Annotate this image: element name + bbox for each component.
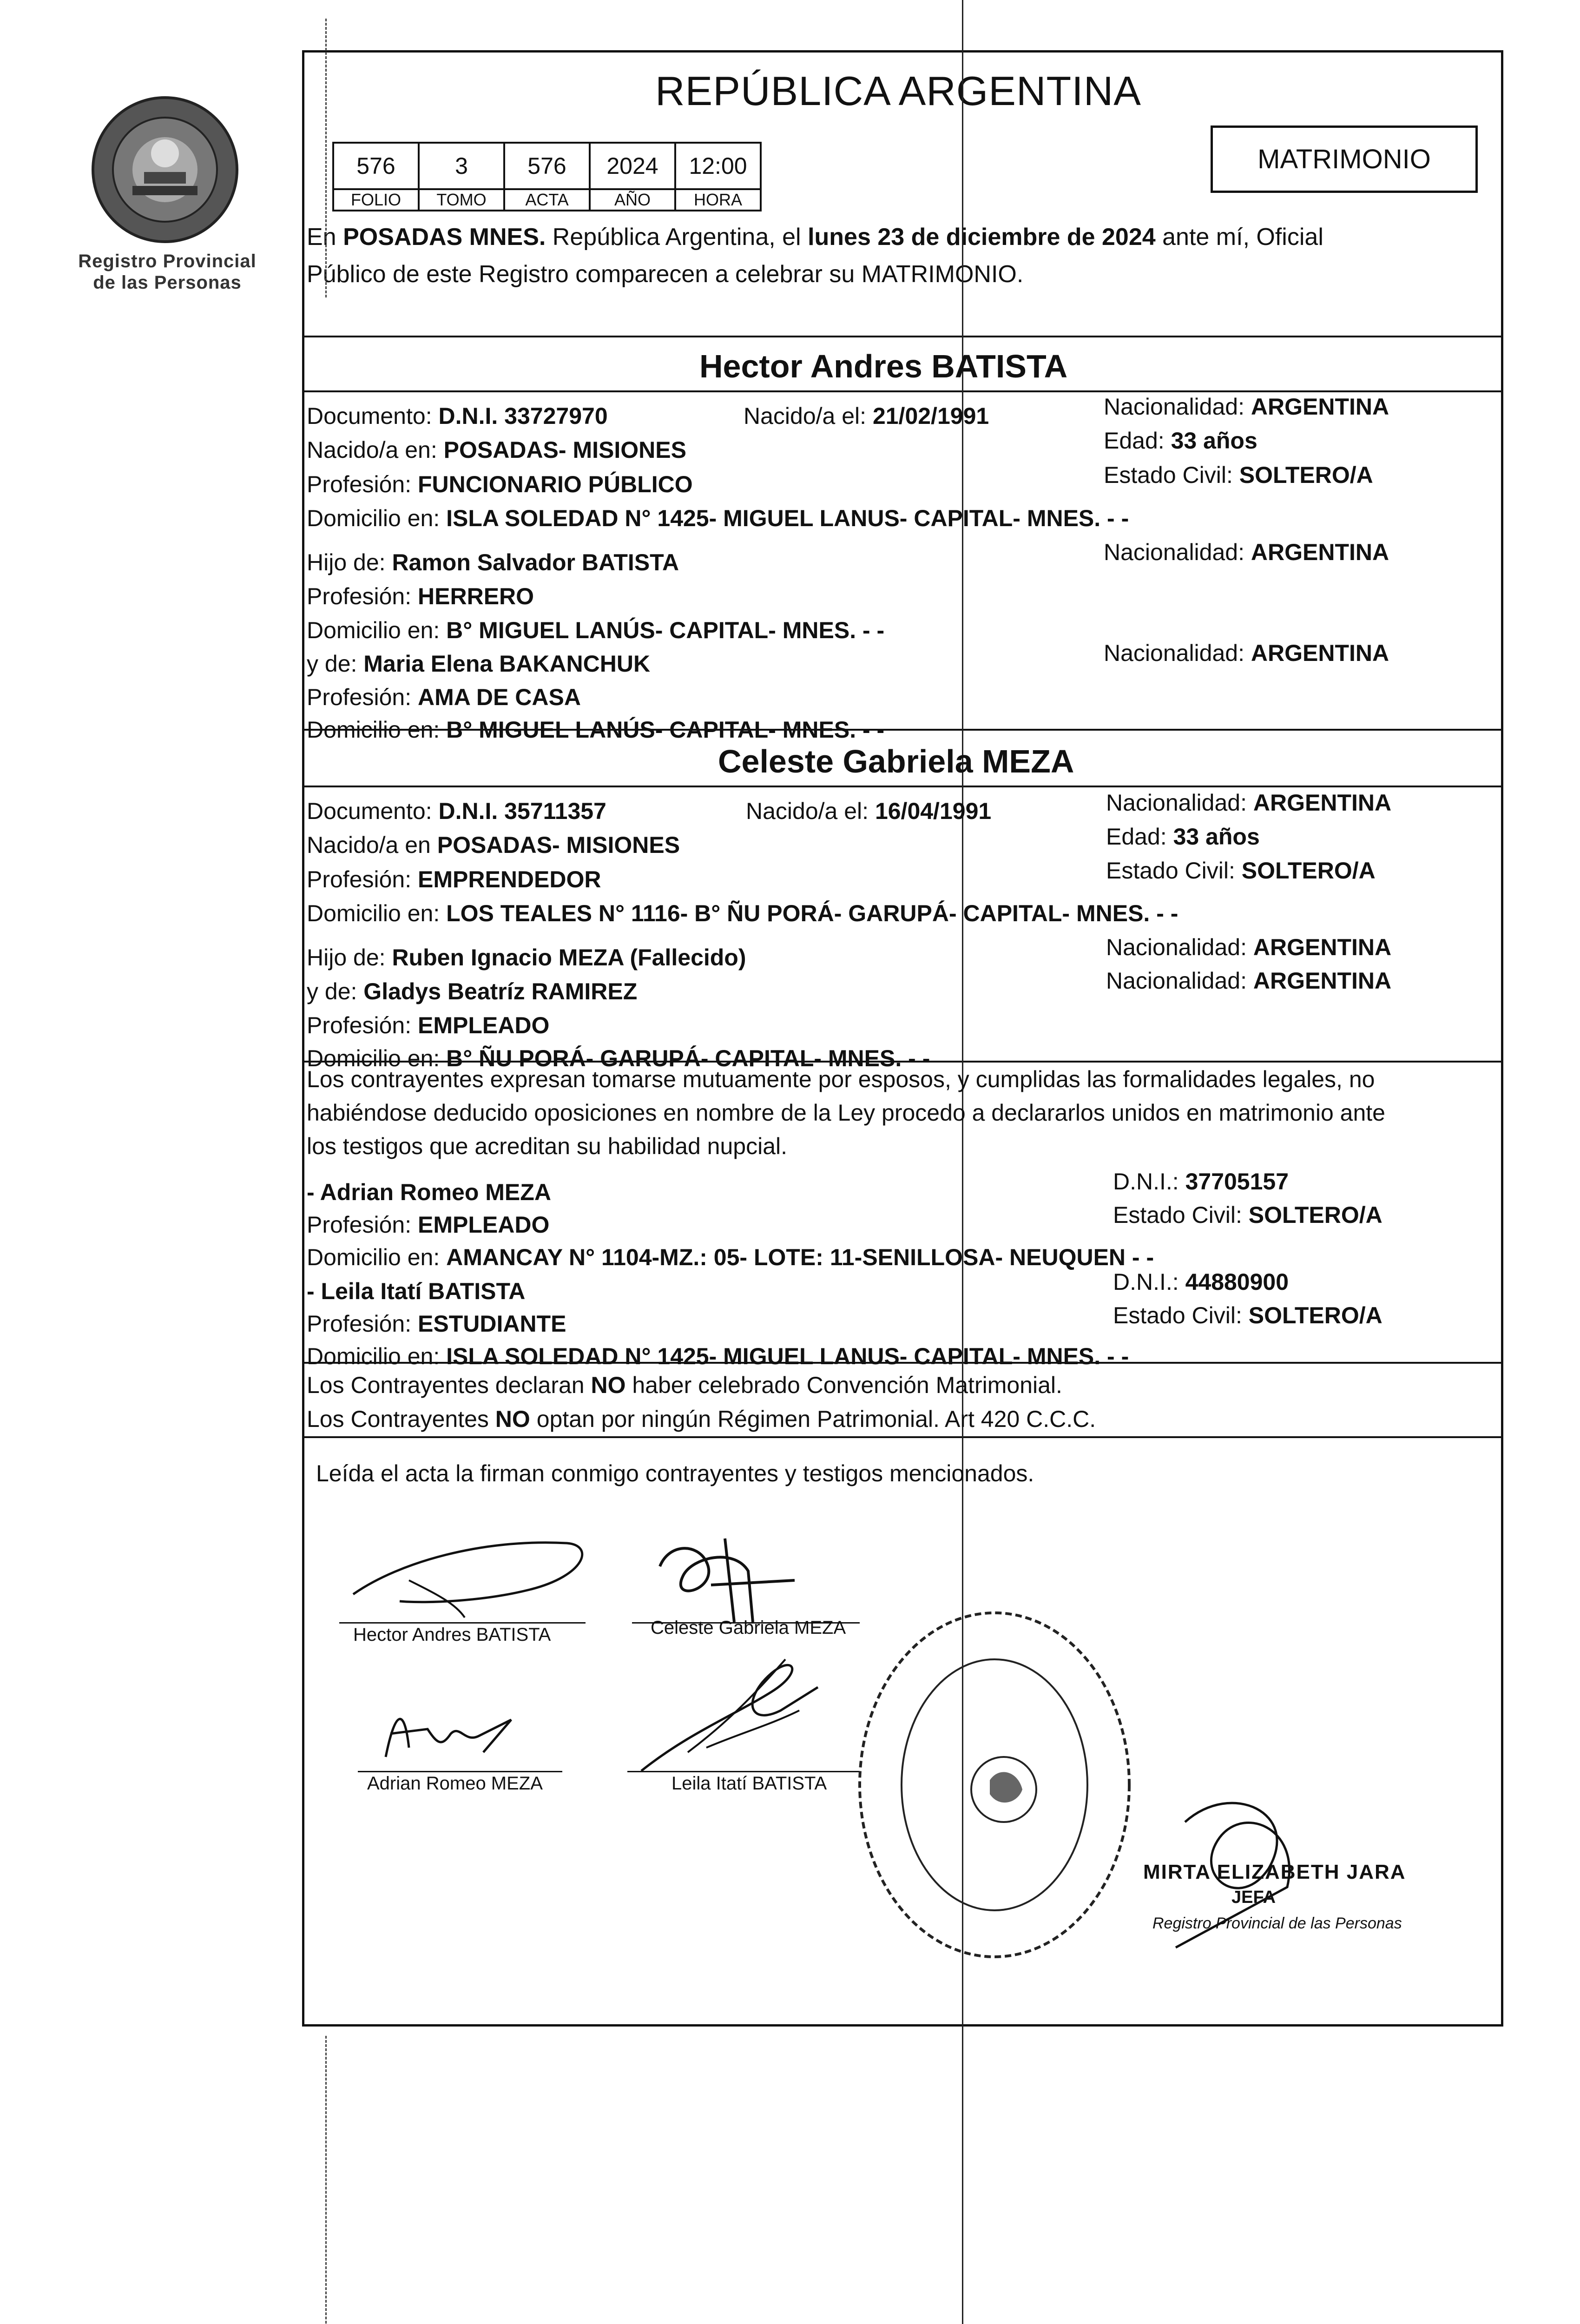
intro-text: República Argentina, el xyxy=(546,224,808,251)
divider xyxy=(302,336,1503,337)
label: Domicilio en: xyxy=(307,900,447,926)
value: D.N.I. 35711357 xyxy=(438,798,606,824)
c2-padre xyxy=(307,944,746,971)
firma1-label: Hector Andres BATISTA xyxy=(353,1624,551,1645)
text: optan por ningún Régimen Patrimonial. Art 420 C.C.C. xyxy=(530,1406,1096,1432)
value: 16/04/1991 xyxy=(875,798,992,824)
value: 21/02/1991 xyxy=(872,403,989,429)
label: Profesión: xyxy=(307,471,418,497)
value: SOLTERO/A xyxy=(1248,1302,1382,1328)
text: Los Contrayentes declaran xyxy=(307,1372,591,1398)
acta-value: 576 xyxy=(504,143,590,189)
label: Estado Civil: xyxy=(1106,858,1242,884)
testigo1-nombre xyxy=(307,1178,551,1206)
logo-caption-line2: de las Personas xyxy=(93,272,242,293)
value: LOS TEALES N° 1116- B° ÑU PORÁ- GARUPÁ- CAPITAL- MNES. - - xyxy=(446,900,1178,926)
acta-tipo-box xyxy=(1211,125,1478,193)
declaracion-line1: Los contrayentes expresan tomarse mutuamente por esposos, y cumplidas las formalidades legales, no xyxy=(307,1066,1375,1092)
signature-leila xyxy=(632,1641,827,1780)
value: Ramon Salvador BATISTA xyxy=(392,549,679,575)
value: ESTUDIANTE xyxy=(418,1311,566,1337)
intro-date: lunes 23 de diciembre de 2024 xyxy=(808,224,1156,251)
convencion-line1 xyxy=(307,1371,1062,1399)
value: FUNCIONARIO PÚBLICO xyxy=(418,471,693,497)
label: Nacido/a en: xyxy=(307,437,444,463)
folio-table xyxy=(332,142,762,211)
convencion-line2 xyxy=(307,1405,1096,1433)
c2-estado xyxy=(1106,857,1376,885)
signature-line xyxy=(627,1771,860,1772)
label: Estado Civil: xyxy=(1113,1302,1249,1328)
provincia-seal-icon xyxy=(88,93,242,246)
testigo2-dni xyxy=(1113,1268,1289,1296)
divider xyxy=(302,390,1503,392)
label: Nacido/a en xyxy=(307,832,437,858)
value: ARGENTINA xyxy=(1251,539,1389,565)
testigo1-dni xyxy=(1113,1168,1289,1195)
contrayente2-nombre: Celeste Gabriela MEZA xyxy=(718,743,1074,779)
oficial-registro: Registro Provincial de las Personas xyxy=(1152,1915,1402,1932)
label: Documento: xyxy=(307,403,439,429)
c2-padre-nac xyxy=(1106,933,1391,961)
value: Maria Elena BAKANCHUK xyxy=(363,651,651,677)
page-title: REPÚBLICA ARGENTINA xyxy=(655,68,1141,114)
value: 33 años xyxy=(1171,428,1257,454)
firma2-label: Celeste Gabriela MEZA xyxy=(651,1618,846,1638)
margin-mark xyxy=(325,2036,327,2324)
intro-place: POSADAS MNES. xyxy=(343,224,546,251)
value: 44880900 xyxy=(1185,1269,1289,1295)
value: - Adrian Romeo MEZA xyxy=(307,1179,551,1205)
label: y de: xyxy=(307,978,364,1004)
label: Estado Civil: xyxy=(1104,462,1239,488)
official-stamp xyxy=(850,1604,1139,1966)
label: Profesión: xyxy=(307,1012,418,1038)
label: Profesión: xyxy=(307,866,418,892)
label: Domicilio en: xyxy=(307,505,447,531)
testigo1-profesion xyxy=(307,1211,549,1239)
text: NO xyxy=(495,1406,530,1432)
testigo1-estado xyxy=(1113,1201,1382,1229)
value: ARGENTINA xyxy=(1253,968,1392,994)
intro-line2: Público de este Registro comparecen a celebrar su MATRIMONIO. xyxy=(307,261,1024,288)
anio-label: AÑO xyxy=(590,189,675,211)
value: AMA DE CASA xyxy=(418,684,581,710)
c1-lugar xyxy=(307,436,686,464)
label: Nacionalidad: xyxy=(1106,790,1253,816)
label: Domicilio en: xyxy=(307,617,447,643)
intro-text: En xyxy=(307,224,343,251)
label: Documento: xyxy=(307,798,439,824)
value: Ruben Ignacio MEZA (Fallecido) xyxy=(392,944,746,971)
testigo2-domicilio xyxy=(307,1342,1129,1370)
c2-nacionalidad xyxy=(1106,789,1391,817)
value: ISLA SOLEDAD N° 1425- MIGUEL LANUS- CAPITAL- MNES. - - xyxy=(446,505,1129,531)
c1-madre xyxy=(307,650,650,678)
value: B° MIGUEL LANÚS- CAPITAL- MNES. - - xyxy=(446,717,885,743)
value: ISLA SOLEDAD N° 1425- MIGUEL LANUS- CAPITAL- MNES. - - xyxy=(446,1343,1129,1369)
label: Nacionalidad: xyxy=(1106,968,1253,994)
text: Los Contrayentes xyxy=(307,1406,495,1432)
testigo2-estado xyxy=(1113,1301,1382,1329)
label: Domicilio en: xyxy=(307,1343,447,1369)
firma3-label: Adrian Romeo MEZA xyxy=(367,1773,543,1794)
folio-label: FOLIO xyxy=(333,189,419,211)
label: Profesión: xyxy=(307,583,418,609)
hora-value: 12:00 xyxy=(675,143,761,189)
c2-domicilio xyxy=(307,899,1178,927)
value: ARGENTINA xyxy=(1253,790,1392,816)
margin-mark xyxy=(325,19,327,297)
c2-madre-prof xyxy=(307,1011,549,1039)
registro-logo xyxy=(88,93,242,246)
value: EMPLEADO xyxy=(418,1012,550,1038)
value: B° MIGUEL LANÚS- CAPITAL- MNES. - - xyxy=(446,617,885,643)
tomo-value: 3 xyxy=(419,143,504,189)
value: SOLTERO/A xyxy=(1248,1202,1382,1228)
label: D.N.I.: xyxy=(1113,1269,1185,1295)
c1-padre-nac xyxy=(1104,538,1389,566)
label: Edad: xyxy=(1106,824,1173,850)
stamp-icon xyxy=(850,1604,1139,1966)
text: NO xyxy=(591,1372,626,1398)
cierre-text: Leída el acta la firman conmigo contrayentes y testigos mencionados. xyxy=(316,1460,1034,1486)
label: D.N.I.: xyxy=(1113,1169,1185,1195)
label: Domicilio en: xyxy=(307,717,447,743)
c1-nacido xyxy=(744,402,989,430)
c1-madre-nac xyxy=(1104,639,1389,667)
c2-documento xyxy=(307,797,606,825)
oficial-nombre: MIRTA ELIZABETH JARA xyxy=(1143,1861,1406,1883)
value: - Leila Itatí BATISTA xyxy=(307,1278,526,1304)
value: HERRERO xyxy=(418,583,534,609)
label: Nacionalidad: xyxy=(1106,934,1253,960)
c1-padre xyxy=(307,548,679,576)
intro-line1 xyxy=(307,223,1323,251)
label: Nacionalidad: xyxy=(1104,539,1251,565)
signature-line xyxy=(339,1622,586,1624)
label: Profesión: xyxy=(307,1311,418,1337)
label: Domicilio en: xyxy=(307,1244,447,1270)
declaracion-line3: los testigos que acreditan su habilidad nupcial. xyxy=(307,1133,788,1159)
value: POSADAS- MISIONES xyxy=(443,437,686,463)
logo-caption-line1: Registro Provincial xyxy=(78,251,257,271)
intro-text: ante mí, Oficial xyxy=(1155,224,1323,251)
label: Nacido/a el: xyxy=(744,403,873,429)
acta-label: ACTA xyxy=(504,189,590,211)
c1-madre-dom xyxy=(307,716,884,744)
signature-hector xyxy=(344,1511,604,1631)
oficial-cargo: JEFA xyxy=(1231,1888,1276,1907)
c1-padre-dom xyxy=(307,616,884,644)
c1-documento xyxy=(307,402,608,430)
c1-nacionalidad xyxy=(1104,393,1389,421)
c2-lugar xyxy=(307,831,680,859)
c2-edad xyxy=(1106,823,1260,851)
c1-domicilio xyxy=(307,504,1129,532)
folio-value: 576 xyxy=(333,143,419,189)
c2-madre-nac xyxy=(1106,967,1391,995)
signature-adrian xyxy=(372,1692,520,1766)
acta-tipo: MATRIMONIO xyxy=(1257,144,1431,174)
declaracion-line2: habiéndose deducido oposiciones en nombre de la Ley procedo a declararlos unidos en matrimonio ante xyxy=(307,1100,1385,1126)
firma4-label: Leila Itatí BATISTA xyxy=(672,1773,827,1794)
label: Nacionalidad: xyxy=(1104,394,1251,420)
label: y de: xyxy=(307,651,364,677)
c2-madre xyxy=(307,977,637,1005)
value: B° ÑU PORÁ- GARUPÁ- CAPITAL- MNES. - - xyxy=(446,1045,930,1071)
c1-profesion xyxy=(307,470,693,498)
label: Profesión: xyxy=(307,1212,418,1238)
value: SOLTERO/A xyxy=(1241,858,1376,884)
value: AMANCAY N° 1104-MZ.: 05- LOTE: 11-SENILLOSA- NEUQUEN - - xyxy=(446,1244,1154,1270)
value: 33 años xyxy=(1173,824,1260,850)
label: Estado Civil: xyxy=(1113,1202,1249,1228)
value: Gladys Beatríz RAMIREZ xyxy=(363,978,638,1004)
contrayente1-nombre: Hector Andres BATISTA xyxy=(699,348,1068,384)
c1-madre-prof xyxy=(307,683,581,711)
value: EMPLEADO xyxy=(418,1212,550,1238)
value: SOLTERO/A xyxy=(1239,462,1373,488)
label: Nacionalidad: xyxy=(1104,640,1251,666)
c2-nacido xyxy=(746,797,991,825)
label: Edad: xyxy=(1104,428,1171,454)
label: Domicilio en: xyxy=(307,1045,447,1071)
label: Hijo de: xyxy=(307,549,392,575)
testigo1-domicilio xyxy=(307,1243,1154,1271)
text: haber celebrado Convención Matrimonial. xyxy=(625,1372,1062,1398)
value: ARGENTINA xyxy=(1251,394,1389,420)
c2-profesion xyxy=(307,865,601,893)
label: Nacido/a el: xyxy=(746,798,875,824)
c1-edad xyxy=(1104,427,1257,455)
value: ARGENTINA xyxy=(1253,934,1392,960)
tomo-label: TOMO xyxy=(419,189,504,211)
divider xyxy=(302,1436,1503,1438)
value: EMPRENDEDOR xyxy=(418,866,601,892)
signature-line xyxy=(358,1771,562,1772)
value: 37705157 xyxy=(1185,1169,1289,1195)
c1-estado xyxy=(1104,461,1373,489)
hora-label: HORA xyxy=(675,189,761,211)
c1-padre-prof xyxy=(307,582,534,610)
value: POSADAS- MISIONES xyxy=(437,832,680,858)
testigo2-profesion xyxy=(307,1310,566,1338)
testigo2-nombre xyxy=(307,1277,525,1305)
divider xyxy=(302,786,1503,787)
label: Profesión: xyxy=(307,684,418,710)
value: ARGENTINA xyxy=(1251,640,1389,666)
label: Hijo de: xyxy=(307,944,392,971)
value: D.N.I. 33727970 xyxy=(438,403,608,429)
anio-value: 2024 xyxy=(590,143,675,189)
